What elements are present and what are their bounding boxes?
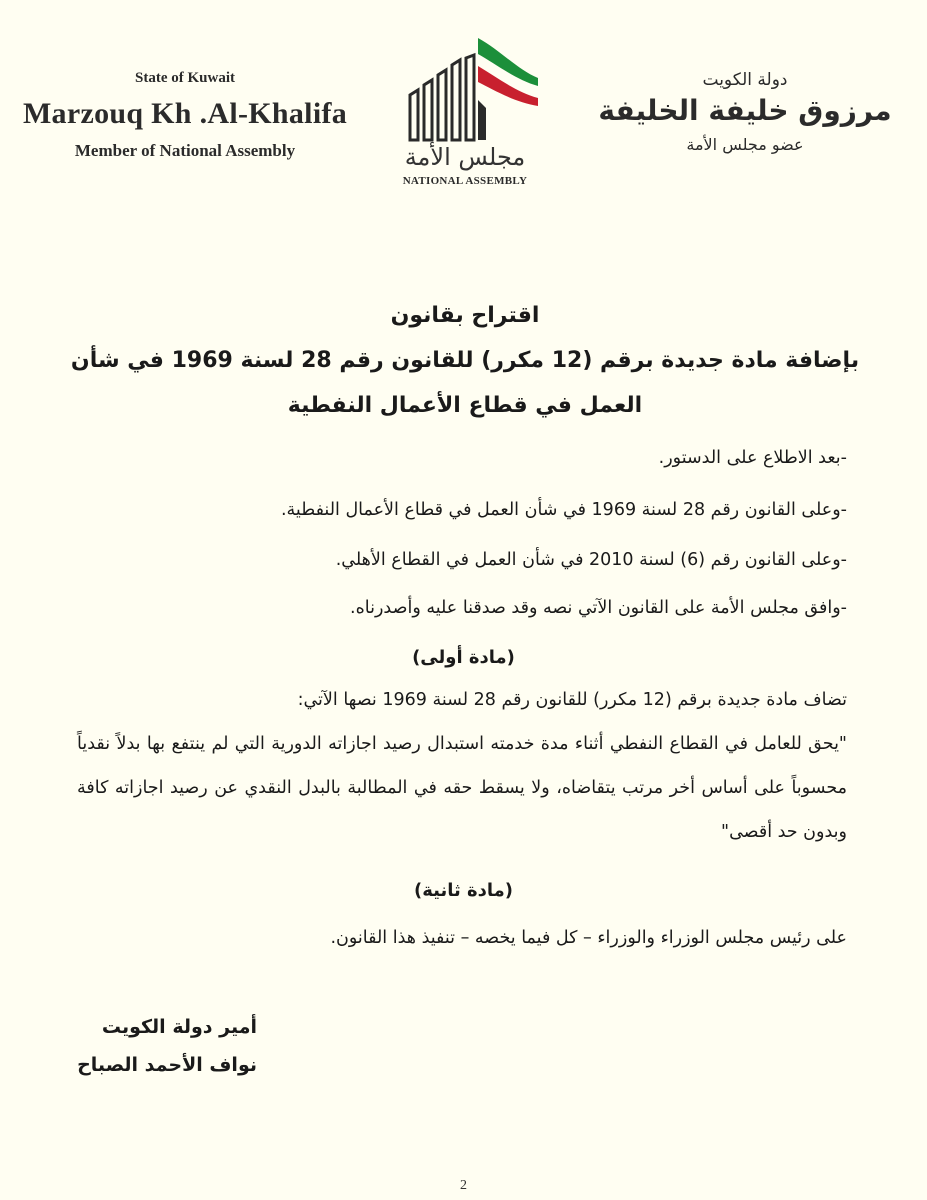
national-assembly-emblem-icon xyxy=(390,30,540,145)
letterhead-ar-country: دولة الكويت xyxy=(702,70,788,90)
letterhead-en-country: State of Kuwait xyxy=(135,70,235,86)
article-2-text: على رئيس مجلس الوزراء والوزراء – كل فيما يخصه – تنفيذ هذا القانون. xyxy=(330,928,847,948)
letterhead-en-name: Marzouq Kh .Al-Khalifa xyxy=(22,97,348,130)
article-1-text: "يحق للعامل في القطاع النفطي أثناء مدة خدمته استبدال رصيد اجازاته الدورية التي لم ينتفع بها بدلاً نقدياً محسوباً على أساس أخر مرتب يتقاضاه، ولا يسقط حقه في المطالبة بالبدل النقدي عن رصيد اجازاته كافة وبدون حد أقصى" xyxy=(77,734,847,842)
article-1-intro: تضاف مادة جديدة برقم (12 مكرر) للقانون رقم 28 لسنة 1969 نصها الآتي: xyxy=(297,690,847,710)
letterhead-arabic xyxy=(585,70,905,154)
article-1-heading: (مادة أولى) xyxy=(412,647,515,668)
article-2-heading: (مادة ثانية) xyxy=(413,880,514,901)
signature-line-1: أمير دولة الكويت xyxy=(101,1016,257,1038)
preamble-line-2: -وعلى القانون رقم 28 لسنة 1969 في شأن العمل في قطاع الأعمال النفطية. xyxy=(280,500,847,520)
national-assembly-logo xyxy=(380,30,550,210)
page-number: 2 xyxy=(460,1178,467,1193)
logo-english-text: NATIONAL ASSEMBLY xyxy=(402,175,528,187)
document-title xyxy=(60,293,870,428)
signature-block xyxy=(17,1008,257,1084)
title-line-1: اقتراح بقانون xyxy=(390,303,540,328)
signature-line-2: نواف الأحمد الصباح xyxy=(77,1054,257,1076)
preamble-line-3: -وعلى القانون رقم (6) لسنة 2010 في شأن العمل في القطاع الأهلي. xyxy=(335,550,847,570)
title-line-3: العمل في قطاع الأعمال النفطية xyxy=(287,393,643,418)
letterhead-ar-title: عضو مجلس الأمة xyxy=(686,135,804,154)
title-line-2: بإضافة مادة جديدة برقم (12 مكرر) للقانون رقم 28 لسنة 1969 في شأن xyxy=(70,348,860,373)
preamble-line-1: -بعد الاطلاع على الدستور. xyxy=(658,448,847,468)
letterhead-en-title: Member of National Assembly xyxy=(74,141,296,160)
logo-arabic-text: مجلس الأمة xyxy=(404,143,526,171)
letterhead-english xyxy=(20,70,350,161)
preamble-line-4: -وافق مجلس الأمة على القانون الآتي نصه وقد صدقنا عليه وأصدرناه. xyxy=(350,598,847,618)
letterhead-ar-name: مرزوق خليفة الخليفة xyxy=(598,94,892,127)
